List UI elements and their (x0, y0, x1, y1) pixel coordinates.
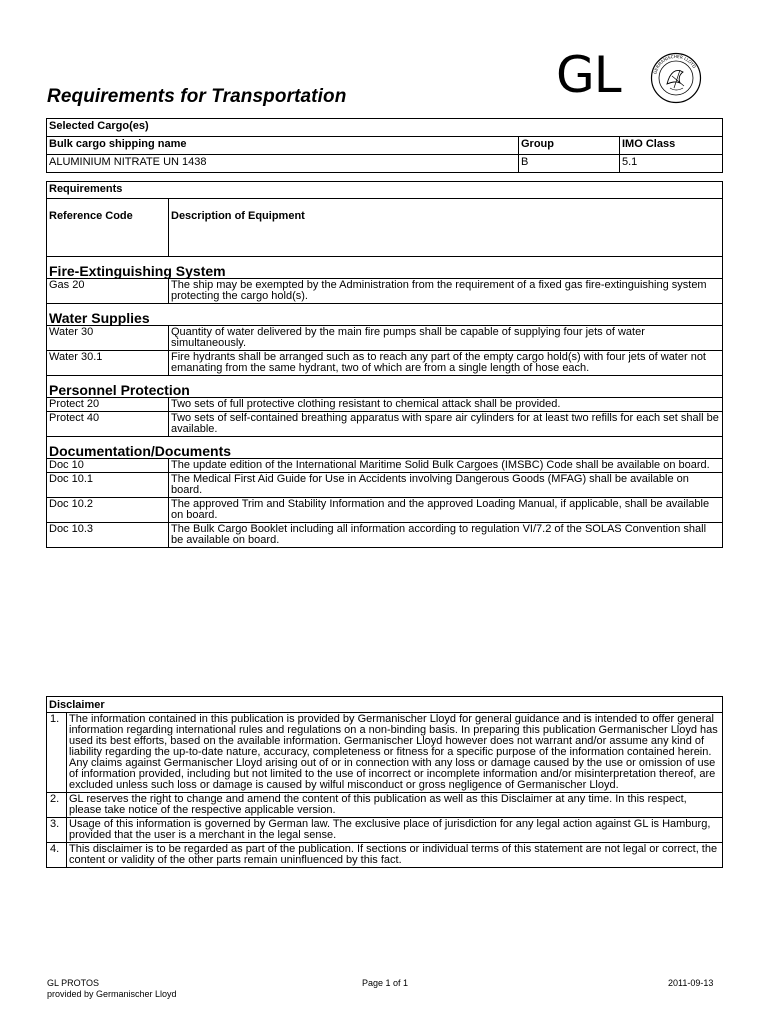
footer-left (47, 978, 177, 1000)
disclaimer-text: GL reserves the right to change and amend the content of this publication as well as this Disclaimer at any time. In this respect, please take notice of the respective applicable version. (67, 793, 723, 818)
requirements-label: Requirements (47, 182, 723, 199)
ref-code: Doc 10.2 (47, 498, 169, 523)
col-group: Group (519, 137, 620, 155)
disclaimer-item (47, 818, 723, 843)
ref-code: Protect 40 (47, 412, 169, 437)
disclaimer-text: This disclaimer is to be regarded as part of the publication. If sections or individual terms of this statement are not legal or correct, the content or validity of the other parts remain uninfluenced by this fact. (67, 843, 723, 868)
col-shipping-name: Bulk cargo shipping name (47, 137, 519, 155)
ref-code: Water 30 (47, 326, 169, 351)
footer-date: 2011-09-13 (668, 978, 714, 988)
requirement-row (47, 498, 723, 523)
ref-code: Protect 20 (47, 398, 169, 412)
footer-provider: provided by Germanischer Lloyd (47, 989, 177, 999)
section-title: Personnel Protection (47, 376, 723, 398)
seal-text: GERMANISCHER LLOYD (652, 53, 698, 75)
requirement-row (47, 279, 723, 304)
disclaimer-table (46, 696, 723, 868)
ref-description: The Medical First Aid Guide for Use in Accidents involving Dangerous Goods (MFAG) shall be available on board. (169, 473, 723, 498)
footer-page: Page 1 of 1 (362, 978, 409, 988)
section-title: Water Supplies (47, 304, 723, 326)
ref-code: Gas 20 (47, 279, 169, 304)
ref-description: Two sets of self-contained breathing apparatus with spare air cylinders for at least two refills for each set shall be available. (169, 412, 723, 437)
ref-code: Doc 10.3 (47, 523, 169, 548)
cargo-name: ALUMINIUM NITRATE UN 1438 (47, 155, 519, 173)
ref-description: Quantity of water delivered by the main fire pumps shall be capable of supplying four jets of water simultaneously. (169, 326, 723, 351)
disclaimer-label: Disclaimer (47, 697, 723, 713)
cargo-table (46, 118, 723, 173)
disclaimer-text: Usage of this information is governed by German law. The exclusive place of jurisdiction for any legal action against GL is Hamburg, provided that the user is a merchant in the legal sense. (67, 818, 723, 843)
disclaimer-text: The information contained in this publication is provided by Germanischer Lloyd for general guidance and is intended to offer general information regarding international rules and regulations on a non-binding basis. In preparing this publication Germanischer Lloyd has used its best efforts, based on the available information. Germanischer Lloyd however does not warrant and/or assume any kind of liability regarding the up-to-date nature, accuracy, completeness or fitness for a specific purpose of the information contained herein. Any claims against Germanischer Lloyd arising out of or in connection with any loss or damage caused by the use or omission of use of information provided, including but not limited to the use of incorrect or incomplete information and/or misinterpretation thereof, are excluded unless such loss or damage is caused by wilful misconduct or gross negligence of Germanischer Lloyd. (67, 713, 723, 793)
disclaimer-item (47, 793, 723, 818)
col-reference-code: Reference Code (47, 199, 169, 257)
disclaimer-item (47, 713, 723, 793)
col-imo-class: IMO Class (620, 137, 723, 155)
cargo-row (47, 155, 723, 173)
disclaimer-num: 3. (47, 818, 67, 843)
col-description: Description of Equipment (169, 199, 723, 257)
requirements-table (46, 181, 723, 548)
disclaimer-num: 4. (47, 843, 67, 868)
seal-icon (650, 52, 702, 104)
requirement-row (47, 326, 723, 351)
ref-description: Fire hydrants shall be arranged such as to reach any part of the empty cargo hold(s) with four jets of water not emanating from the same hydrant, two of which are from a single length of hose each. (169, 351, 723, 376)
disclaimer-item (47, 843, 723, 868)
cargo-group: B (519, 155, 620, 173)
section-title: Fire-Extinguishing System (47, 257, 723, 279)
ref-code: Water 30.1 (47, 351, 169, 376)
ref-description: The update edition of the International Maritime Solid Bulk Cargoes (IMSBC) Code shall be available on board. (169, 459, 723, 473)
requirement-row (47, 351, 723, 376)
ref-code: Doc 10 (47, 459, 169, 473)
requirement-row (47, 473, 723, 498)
requirement-row (47, 523, 723, 548)
page-title: Requirements for Transportation (47, 86, 347, 107)
cargo-section-label: Selected Cargo(es) (47, 119, 723, 137)
logo-text: GL (556, 46, 621, 104)
disclaimer-num: 2. (47, 793, 67, 818)
ref-description: Two sets of full protective clothing resistant to chemical attack shall be provided. (169, 398, 723, 412)
cargo-imo-class: 5.1 (620, 155, 723, 173)
ref-description: The approved Trim and Stability Information and the approved Loading Manual, if applicable, shall be available on board. (169, 498, 723, 523)
footer-app: GL PROTOS (47, 978, 100, 988)
ref-description: The Bulk Cargo Booklet including all information according to regulation VI/7.2 of the SOLAS Convention shall be available on board. (169, 523, 723, 548)
disclaimer-num: 1. (47, 713, 67, 793)
requirement-row (47, 398, 723, 412)
gl-logo (556, 46, 706, 108)
section-title: Documentation/Documents (47, 437, 723, 459)
requirement-row (47, 459, 723, 473)
ref-code: Doc 10.1 (47, 473, 169, 498)
requirement-row (47, 412, 723, 437)
ref-description: The ship may be exempted by the Administration from the requirement of a fixed gas fire-extinguishing system protecting the cargo hold(s). (169, 279, 723, 304)
